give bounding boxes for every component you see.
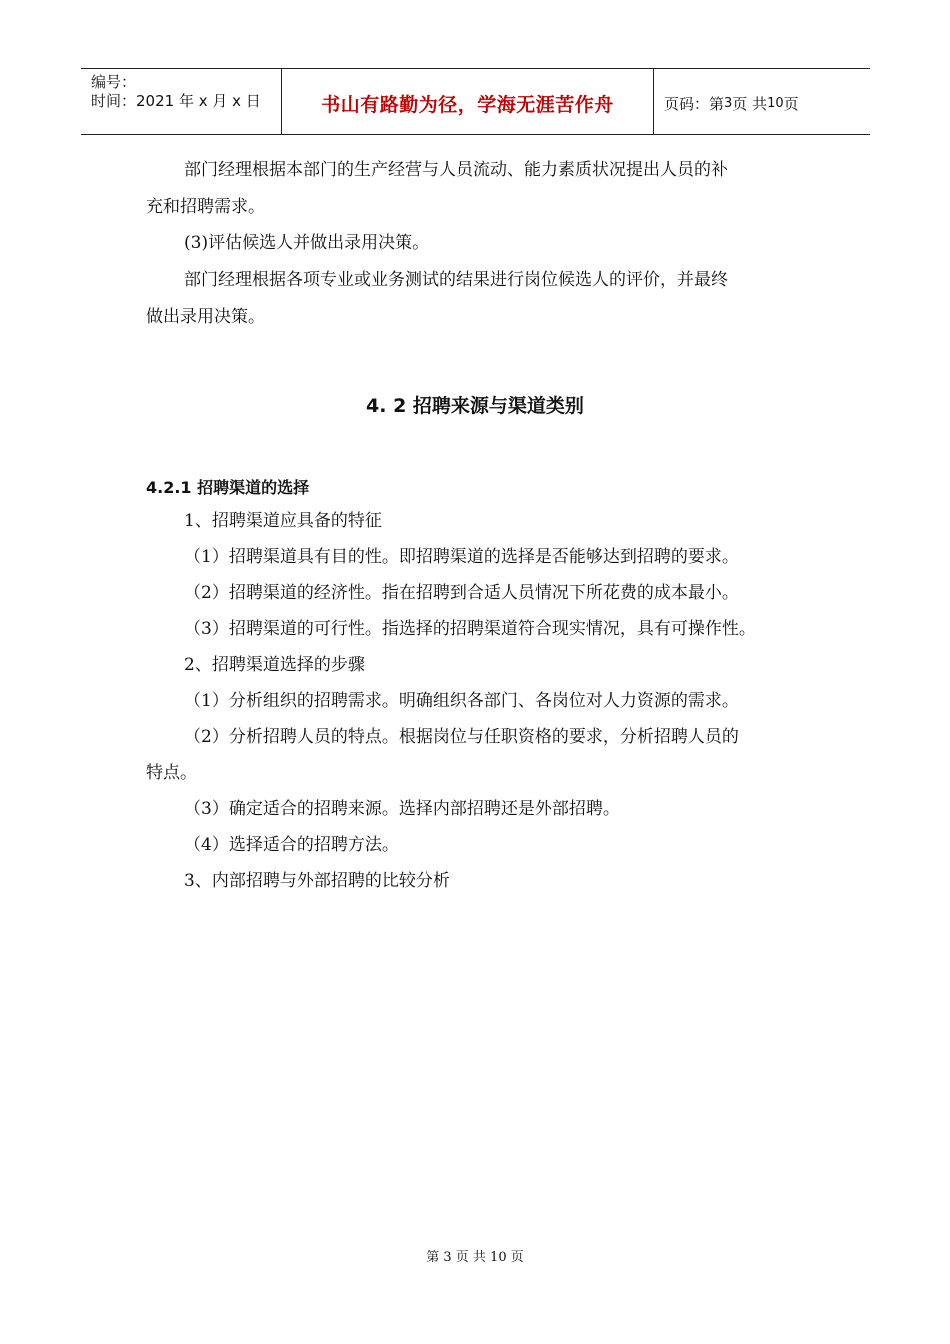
- list-item: （3）确定适合的招聘来源。选择内部招聘还是外部招聘。: [184, 799, 620, 819]
- subsection-title: 4.2.1 招聘渠道的选择: [146, 478, 310, 497]
- list-item: （2）招聘渠道的经济性。指在招聘到合适人员情况下所花费的成本最小。: [184, 583, 739, 603]
- list-item: （4）选择适合的招聘方法。: [184, 835, 399, 855]
- page-middle: 页 共: [732, 94, 768, 113]
- list-item: 特点。: [146, 763, 197, 783]
- paragraph-line: (3)评估候选人并做出录用决策。: [184, 233, 430, 253]
- header-motto: 书山有路勤为径，学海无涯苦作舟: [321, 94, 614, 116]
- list-item: 1、招聘渠道应具备的特征: [184, 511, 382, 531]
- page-suffix: 页: [783, 94, 799, 113]
- document-number-label: 编号：: [91, 73, 137, 91]
- header-page-cell: [654, 69, 870, 134]
- page-footer: 第 3 页 共 10 页: [426, 1250, 524, 1265]
- header-motto-cell: [282, 69, 654, 134]
- paragraph-line: 部门经理根据各项专业或业务测试的结果进行岗位候选人的评价，并最终: [184, 270, 728, 290]
- paragraph-line: 部门经理根据本部门的生产经营与人员流动、能力素质状况提出人员的补: [184, 160, 728, 180]
- paragraph-line: 做出录用决策。: [146, 307, 265, 327]
- page-total: 10: [767, 95, 784, 111]
- page-header: [81, 68, 870, 135]
- paragraph-line: 充和招聘需求。: [146, 197, 265, 217]
- list-item: 2、招聘渠道选择的步骤: [184, 655, 365, 675]
- page-prefix: 页码：第: [664, 94, 725, 113]
- list-item: （2）分析招聘人员的特点。根据岗位与任职资格的要求，分析招聘人员的: [184, 727, 739, 747]
- page-current: 3: [724, 95, 733, 111]
- document-time-label: 时间：2021 年 x 月 x 日: [91, 92, 261, 110]
- list-item: （1）招聘渠道具有目的性。即招聘渠道的选择是否能够达到招聘的要求。: [184, 547, 739, 567]
- header-info-cell: [81, 69, 282, 134]
- list-item: （3）招聘渠道的可行性。指选择的招聘渠道符合现实情况，具有可操作性。: [184, 619, 756, 639]
- list-item: （1）分析组织的招聘需求。明确组织各部门、各岗位对人力资源的需求。: [184, 691, 739, 711]
- section-title: 4. 2 招聘来源与渠道类别: [366, 395, 584, 417]
- list-item: 3、内部招聘与外部招聘的比较分析: [184, 871, 450, 891]
